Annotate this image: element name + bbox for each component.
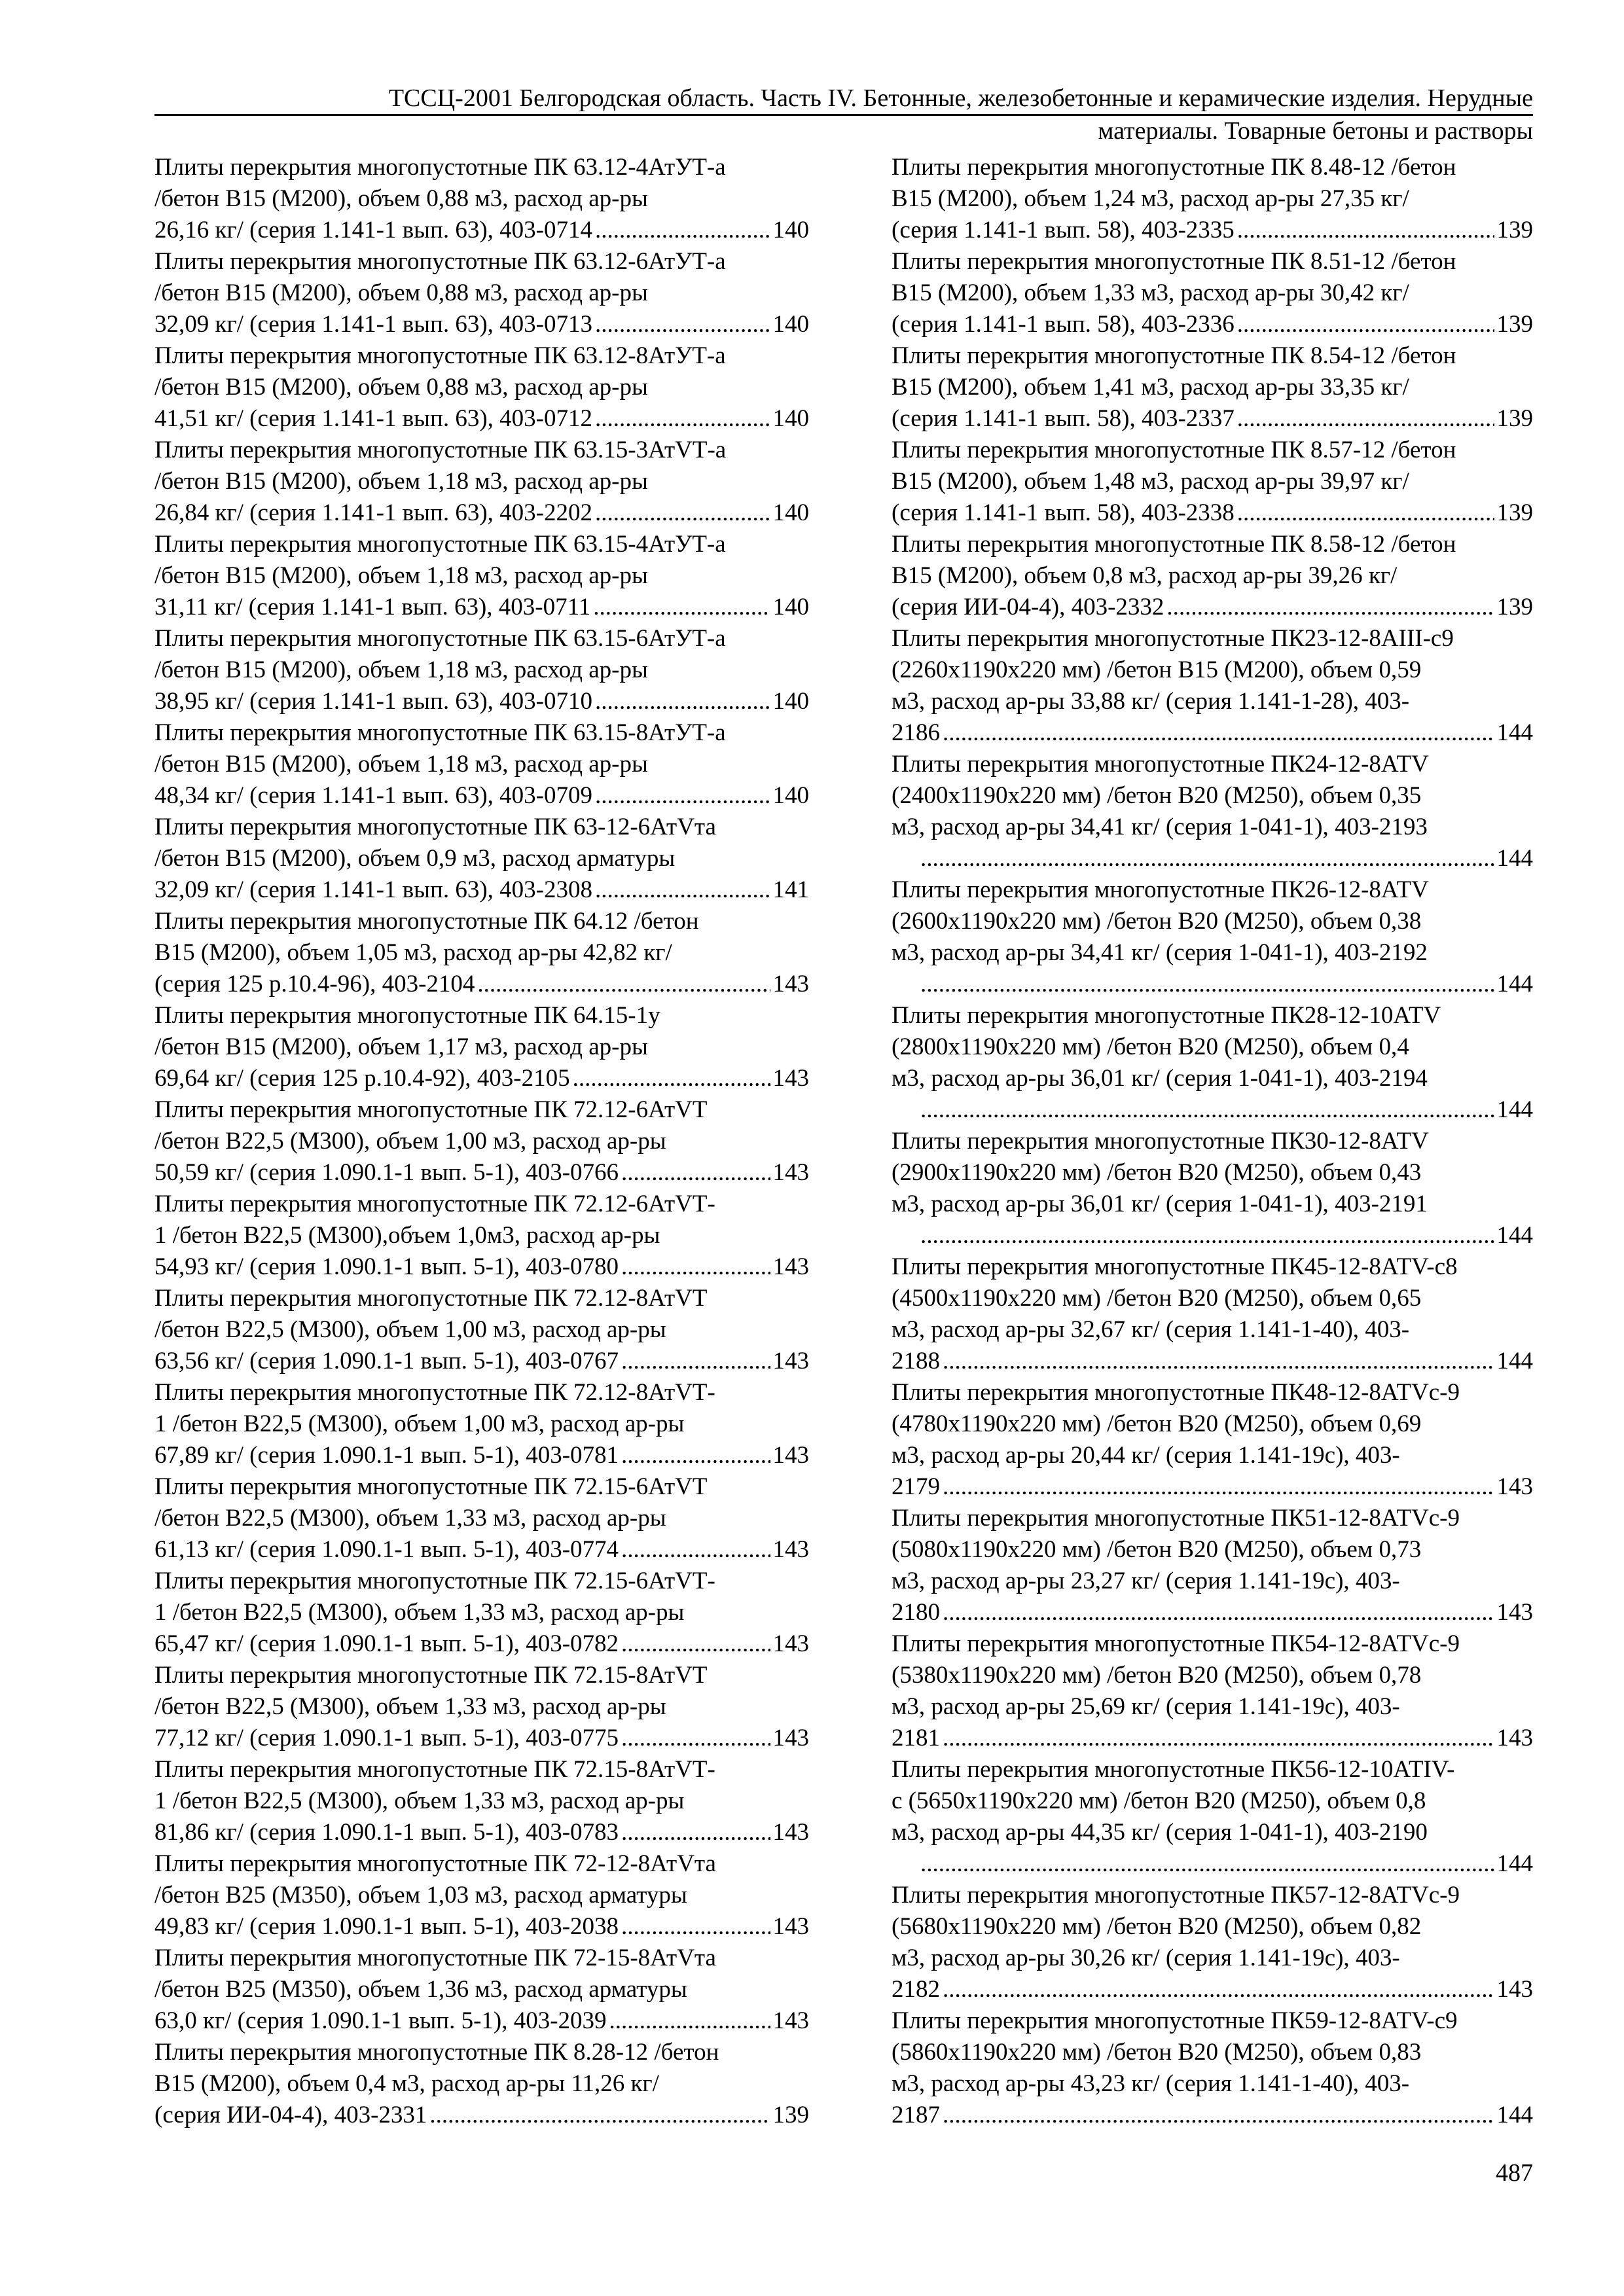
dot-leader bbox=[621, 1723, 770, 1754]
dot-leader bbox=[1237, 309, 1494, 340]
index-entry-line: Плиты перекрытия многопустотные ПК 72.12-6АтVТ bbox=[154, 1096, 708, 1123]
index-entry bbox=[154, 152, 809, 246]
index-entry-line: Плиты перекрытия многопустотные ПК 72.15-8АтVТ- bbox=[154, 1756, 715, 1783]
index-entry bbox=[154, 1283, 809, 1377]
index-entry-leader-row bbox=[154, 403, 809, 435]
dot-leader bbox=[1237, 215, 1494, 246]
index-entry bbox=[892, 1377, 1533, 1503]
index-entry bbox=[154, 2037, 809, 2131]
index-entry-page-ref: 139 bbox=[1496, 405, 1533, 432]
dot-leader bbox=[943, 1723, 1494, 1754]
index-entry-line: Плиты перекрытия многопустотные ПК 72-15-8АтVта bbox=[154, 1945, 716, 1971]
index-entry-page-ref: 139 bbox=[1496, 594, 1533, 620]
index-entry-page-ref: 143 bbox=[772, 1253, 809, 1280]
index-entry-line: (2600х1190х220 мм) /бетон В20 (М250), объем 0,38 bbox=[892, 908, 1422, 935]
index-entry-leader-row bbox=[154, 309, 809, 340]
dot-leader bbox=[477, 969, 770, 1000]
index-entry-leader-row bbox=[892, 215, 1533, 246]
index-entry-leader-row bbox=[892, 1471, 1533, 1503]
dot-leader bbox=[920, 1848, 1494, 1880]
index-entry-line: м3, расход ар-ры 33,88 кг/ (серия 1.141-1-28), 403- bbox=[892, 688, 1410, 715]
index-entry-last-line: 54,93 кг/ (серия 1.090.1-1 вып. 5-1), 403-0780 bbox=[154, 1253, 619, 1280]
index-entry-line: Плиты перекрытия многопустотные ПК 72.15-6АтVТ- bbox=[154, 1568, 715, 1594]
index-entry-last-line: (серия 125 р.10.4-96), 403-2104 bbox=[154, 971, 475, 997]
index-entry-leader-row bbox=[892, 403, 1533, 435]
index-entry-page-ref: 143 bbox=[772, 1913, 809, 1940]
index-entry-line: (2400х1190х220 мм) /бетон В20 (М250), объем 0,35 bbox=[892, 782, 1422, 809]
index-entry bbox=[892, 1251, 1533, 1377]
index-entry-leader-row bbox=[892, 592, 1533, 623]
index-entry-page-ref: 139 bbox=[1496, 499, 1533, 526]
index-entry-last-line: 81,86 кг/ (серия 1.090.1-1 вып. 5-1), 403-0783 bbox=[154, 1819, 619, 1846]
index-entry-line: м3, расход ар-ры 34,41 кг/ (серия 1-041-1), 403-2193 bbox=[892, 814, 1428, 840]
index-entry-page-ref: 141 bbox=[772, 876, 809, 903]
index-entry-line: В15 (М200), объем 1,41 м3, расход ар-ры 33,35 кг/ bbox=[892, 374, 1409, 401]
dot-leader bbox=[573, 1063, 770, 1094]
index-entry-leader-row bbox=[892, 1723, 1533, 1754]
index-entry-leader-row bbox=[918, 1848, 1533, 1880]
index-entry-leader-row bbox=[154, 1157, 809, 1189]
index-entry-page-ref: 140 bbox=[772, 782, 809, 809]
index-entry-line: Плиты перекрытия многопустотные ПК 63.12-4АтУТ-а bbox=[154, 154, 726, 181]
dot-leader bbox=[1237, 497, 1494, 529]
index-entry-line: Плиты перекрытия многопустотные ПК 63.15-6АтУТ-а bbox=[154, 625, 726, 652]
index-entry-line: В15 (М200), объем 1,33 м3, расход ар-ры 30,42 кг/ bbox=[892, 279, 1409, 306]
index-entry-page-ref: 140 bbox=[772, 688, 809, 715]
index-entry-line: с (5650х1190х220 мм) /бетон В20 (М250), объем 0,8 bbox=[892, 1787, 1426, 1814]
index-entry-page-ref: 144 bbox=[1496, 2102, 1533, 2128]
index-entry-line: В15 (М200), объем 1,05 м3, расход ар-ры 42,82 кг/ bbox=[154, 939, 672, 966]
index-entry bbox=[892, 874, 1533, 1000]
index-entry-page-ref: 143 bbox=[1496, 1976, 1533, 2003]
index-entry-line: Плиты перекрытия многопустотные ПК23-12-8АIII-с9 bbox=[892, 625, 1454, 652]
index-entry-line: (5680х1190х220 мм) /бетон В20 (М250), объем 0,82 bbox=[892, 1913, 1422, 1940]
index-entry-line: /бетон В25 (М350), объем 1,36 м3, расход арматуры bbox=[154, 1976, 687, 2003]
index-entry-last-line: 31,11 кг/ (серия 1.141-1 вып. 63), 403-0711 bbox=[154, 594, 591, 620]
dot-leader bbox=[943, 1974, 1494, 2005]
index-entry-line: Плиты перекрытия многопустотные ПК51-12-8АТVс-9 bbox=[892, 1505, 1460, 1532]
index-entry-leader-row bbox=[892, 497, 1533, 529]
index-entry-line: /бетон В15 (М200), объем 0,9 м3, расход арматуры bbox=[154, 845, 676, 872]
index-entry-line: (5860х1190х220 мм) /бетон В20 (М250), объем 0,83 bbox=[892, 2039, 1422, 2066]
index-entry-line: Плиты перекрытия многопустотные ПК 63.15-4АтУТ-а bbox=[154, 531, 726, 558]
index-entry-leader-row bbox=[154, 874, 809, 906]
dot-leader bbox=[920, 843, 1494, 874]
index-entry-leader-row bbox=[918, 843, 1533, 874]
dot-leader bbox=[1237, 403, 1494, 435]
index-entry-line: Плиты перекрытия многопустотные ПК24-12-8АТV bbox=[892, 751, 1429, 778]
index-entry-last-line: (серия 1.141-1 вып. 58), 403-2336 bbox=[892, 311, 1235, 338]
dot-leader bbox=[595, 309, 770, 340]
index-entry bbox=[154, 340, 809, 435]
dot-leader bbox=[595, 403, 770, 435]
index-entry bbox=[154, 1943, 809, 2037]
index-entry-last-line: 2186 bbox=[892, 719, 940, 746]
index-entry-leader-row bbox=[918, 1220, 1533, 1251]
index-entry-line: м3, расход ар-ры 30,26 кг/ (серия 1.141-19с), 403- bbox=[892, 1945, 1400, 1971]
index-entry bbox=[154, 717, 809, 812]
index-entry bbox=[892, 1000, 1533, 1126]
index-entry-page-ref: 139 bbox=[772, 2102, 809, 2128]
index-entry bbox=[892, 1628, 1533, 1754]
index-entry-line: Плиты перекрытия многопустотные ПК 63.12-8АтУТ-а bbox=[154, 342, 726, 369]
index-entry-leader-row bbox=[154, 1440, 809, 1471]
dot-leader bbox=[609, 2005, 770, 2037]
index-entry-line: Плиты перекрытия многопустотные ПК 63.15-3АтVТ-а bbox=[154, 437, 727, 463]
dot-leader bbox=[1166, 592, 1494, 623]
index-entry bbox=[154, 812, 809, 906]
index-entry bbox=[892, 749, 1533, 874]
index-entry-last-line: 2187 bbox=[892, 2102, 940, 2128]
index-entry-line: В15 (М200), объем 1,24 м3, расход ар-ры 27,35 кг/ bbox=[892, 185, 1409, 212]
index-entry-line: Плиты перекрытия многопустотные ПК 72.12-6АтVТ- bbox=[154, 1191, 715, 1217]
index-entry-line: (5380х1190х220 мм) /бетон В20 (М250), объем 0,78 bbox=[892, 1662, 1422, 1689]
index-entry bbox=[154, 1000, 809, 1094]
index-entry-line: м3, расход ар-ры 34,41 кг/ (серия 1-041-1), 403-2192 bbox=[892, 939, 1428, 966]
dot-leader bbox=[595, 874, 770, 906]
index-entry-leader-row bbox=[154, 1628, 809, 1660]
index-entry-last-line: 67,89 кг/ (серия 1.090.1-1 вып. 5-1), 403-0781 bbox=[154, 1442, 619, 1469]
index-entry-last-line: 32,09 кг/ (серия 1.141-1 вып. 63), 403-2308 bbox=[154, 876, 592, 903]
index-entry-line: Плиты перекрытия многопустотные ПК 8.51-12 /бетон bbox=[892, 248, 1456, 275]
dot-leader bbox=[593, 592, 770, 623]
index-entry-line: (2900х1190х220 мм) /бетон В20 (М250), объем 0,43 bbox=[892, 1159, 1422, 1186]
index-entry-last-line: 77,12 кг/ (серия 1.090.1-1 вып. 5-1), 403-0775 bbox=[154, 1725, 619, 1751]
index-entry bbox=[892, 1754, 1533, 1880]
dot-leader bbox=[943, 2100, 1494, 2131]
index-entry-line: Плиты перекрытия многопустотные ПК 8.57-12 /бетон bbox=[892, 437, 1456, 463]
index-entry-leader-row bbox=[154, 1534, 809, 1566]
index-entry bbox=[154, 1189, 809, 1283]
dot-leader bbox=[920, 1094, 1494, 1126]
index-entry-page-ref: 144 bbox=[1496, 845, 1533, 872]
index-entry-leader-row bbox=[892, 717, 1533, 749]
index-entry-page-ref: 143 bbox=[772, 1630, 809, 1657]
index-entry-line: 1 /бетон В22,5 (М300),объем 1,0м3, расход ар-ры bbox=[154, 1222, 660, 1249]
index-entry-line: 1 /бетон В22,5 (М300), объем 1,33 м3, расход ар-ры bbox=[154, 1787, 685, 1814]
index-entry-line: Плиты перекрытия многопустотные ПК54-12-8АТVс-9 bbox=[892, 1630, 1460, 1657]
index-entry-last-line: 26,16 кг/ (серия 1.141-1 вып. 63), 403-0714 bbox=[154, 217, 592, 243]
index-entry-last-line: 38,95 кг/ (серия 1.141-1 вып. 63), 403-0710 bbox=[154, 688, 592, 715]
dot-leader bbox=[920, 969, 1494, 1000]
index-entry bbox=[892, 1880, 1533, 2005]
index-entry-page-ref: 144 bbox=[1496, 1348, 1533, 1374]
index-entry-line: Плиты перекрытия многопустотные ПК 8.28-12 /бетон bbox=[154, 2039, 719, 2066]
dot-leader bbox=[943, 717, 1494, 749]
index-entry-line: 1 /бетон В22,5 (М300), объем 1,33 м3, расход ар-ры bbox=[154, 1599, 685, 1626]
index-entry-line: /бетон В15 (М200), объем 0,88 м3, расход ар-ры bbox=[154, 374, 648, 401]
index-entry-leader-row bbox=[154, 2005, 809, 2037]
index-entry-line: м3, расход ар-ры 36,01 кг/ (серия 1-041-1), 403-2191 bbox=[892, 1191, 1428, 1217]
index-entry-page-ref: 143 bbox=[772, 1725, 809, 1751]
index-entry bbox=[892, 246, 1533, 340]
index-entry-page-ref: 143 bbox=[772, 1819, 809, 1846]
dot-leader bbox=[621, 1157, 770, 1189]
index-entry-line: Плиты перекрытия многопустотные ПК45-12-8АТV-с8 bbox=[892, 1253, 1458, 1280]
index-entry-last-line: 61,13 кг/ (серия 1.090.1-1 вып. 5-1), 403-0774 bbox=[154, 1536, 619, 1563]
index-entry-line: /бетон В22,5 (М300), объем 1,33 м3, расход ар-ры bbox=[154, 1693, 666, 1720]
index-entry-line: /бетон В22,5 (М300), объем 1,00 м3, расход ар-ры bbox=[154, 1128, 666, 1155]
dot-leader bbox=[920, 1220, 1494, 1251]
index-entry-line: Плиты перекрытия многопустотные ПК 72-12-8АтVта bbox=[154, 1850, 716, 1877]
index-entry-last-line: 2180 bbox=[892, 1599, 940, 1626]
index-entry-page-ref: 144 bbox=[1496, 1222, 1533, 1249]
index-entry-leader-row bbox=[154, 780, 809, 812]
index-entry-page-ref: 143 bbox=[1496, 1473, 1533, 1500]
index-entry-page-ref: 143 bbox=[1496, 1725, 1533, 1751]
index-entry-line: м3, расход ар-ры 32,67 кг/ (серия 1.141-1-40), 403- bbox=[892, 1316, 1410, 1343]
index-entry-last-line: (серия ИИ-04-4), 403-2331 bbox=[154, 2102, 427, 2128]
index-entry-line: /бетон В22,5 (М300), объем 1,00 м3, расход ар-ры bbox=[154, 1316, 666, 1343]
index-entry-leader-row bbox=[154, 969, 809, 1000]
index-entry-leader-row bbox=[154, 592, 809, 623]
index-entry-last-line: 48,34 кг/ (серия 1.141-1 вып. 63), 403-0709 bbox=[154, 782, 592, 809]
dot-leader bbox=[621, 1628, 770, 1660]
index-entry-line: /бетон В15 (М200), объем 1,18 м3, расход ар-ры bbox=[154, 468, 648, 495]
index-entry-last-line: 63,0 кг/ (серия 1.090.1-1 вып. 5-1), 403-2039 bbox=[154, 2007, 607, 2034]
index-entry-line: Плиты перекрытия многопустотные ПК26-12-8АТV bbox=[892, 876, 1429, 903]
index-entry-leader-row bbox=[154, 215, 809, 246]
dot-leader bbox=[429, 2100, 770, 2131]
index-entry bbox=[154, 1754, 809, 1848]
index-entry-line: (4500х1190х220 мм) /бетон В20 (М250), объем 0,65 bbox=[892, 1285, 1422, 1312]
index-entry-line: Плиты перекрытия многопустотные ПК 64.12 /бетон bbox=[154, 908, 699, 935]
index-entry-line: Плиты перекрытия многопустотные ПК 8.48-12 /бетон bbox=[892, 154, 1456, 181]
index-entry bbox=[154, 529, 809, 623]
index-entry-line: Плиты перекрытия многопустотные ПК 64.15-1у bbox=[154, 1002, 660, 1029]
index-entry bbox=[154, 1566, 809, 1660]
dot-leader bbox=[595, 686, 770, 717]
index-entry-page-ref: 143 bbox=[772, 1536, 809, 1563]
index-entry-last-line: 2181 bbox=[892, 1725, 940, 1751]
index-entry-line: Плиты перекрытия многопустотные ПК 8.54-12 /бетон bbox=[892, 342, 1456, 369]
index-entry-page-ref: 140 bbox=[772, 594, 809, 620]
index-entry-last-line: 2182 bbox=[892, 1976, 940, 2003]
index-entry-line: Плиты перекрытия многопустотные ПК28-12-10АТV bbox=[892, 1002, 1441, 1029]
index-entry-line: Плиты перекрытия многопустотные ПК 8.58-12 /бетон bbox=[892, 531, 1456, 558]
index-entry-line: м3, расход ар-ры 23,27 кг/ (серия 1.141-19с), 403- bbox=[892, 1568, 1400, 1594]
index-entry-leader-row bbox=[918, 969, 1533, 1000]
index-entry-line: (5080х1190х220 мм) /бетон В20 (М250), объем 0,73 bbox=[892, 1536, 1422, 1563]
index-entry bbox=[154, 246, 809, 340]
index-entry-last-line: 69,64 кг/ (серия 125 р.10.4-92), 403-2105 bbox=[154, 1065, 570, 1092]
index-entry-line: Плиты перекрытия многопустотные ПК30-12-8АТV bbox=[892, 1128, 1429, 1155]
index-entry-page-ref: 143 bbox=[772, 1348, 809, 1374]
index-entry-line: Плиты перекрытия многопустотные ПК57-12-8АТVс-9 bbox=[892, 1882, 1460, 1909]
page-number: 487 bbox=[1496, 2159, 1533, 2187]
index-entry-line: /бетон В15 (М200), объем 1,18 м3, расход ар-ры bbox=[154, 656, 648, 683]
index-entry-line: Плиты перекрытия многопустотные ПК 63.12-6АтУТ-а bbox=[154, 248, 726, 275]
index-entry-line: /бетон В15 (М200), объем 0,88 м3, расход ар-ры bbox=[154, 185, 648, 212]
index-entry-last-line: (серия 1.141-1 вып. 58), 403-2337 bbox=[892, 405, 1235, 432]
index-entry-last-line: 50,59 кг/ (серия 1.090.1-1 вып. 5-1), 403-0766 bbox=[154, 1159, 619, 1186]
index-entry-page-ref: 140 bbox=[772, 217, 809, 243]
index-entry-last-line: 41,51 кг/ (серия 1.141-1 вып. 63), 403-0712 bbox=[154, 405, 592, 432]
index-entry-page-ref: 140 bbox=[772, 311, 809, 338]
index-entry bbox=[154, 1471, 809, 1566]
index-entry-line: (2800х1190х220 мм) /бетон В20 (М250), объем 0,4 bbox=[892, 1033, 1409, 1060]
index-entry bbox=[154, 1848, 809, 1943]
dot-leader bbox=[621, 1251, 770, 1283]
index-entry-line: /бетон В15 (М200), объем 1,17 м3, расход ар-ры bbox=[154, 1033, 648, 1060]
dot-leader bbox=[621, 1440, 770, 1471]
index-entry-page-ref: 143 bbox=[772, 2007, 809, 2034]
index-entry-line: Плиты перекрытия многопустотные ПК 72.15-8АтVТ bbox=[154, 1662, 708, 1689]
dot-leader bbox=[621, 1911, 770, 1943]
index-entry-line: /бетон В25 (М350), объем 1,03 м3, расход арматуры bbox=[154, 1882, 687, 1909]
dot-leader bbox=[621, 1817, 770, 1848]
index-entry-page-ref: 143 bbox=[1496, 1599, 1533, 1626]
index-entry-leader-row bbox=[892, 309, 1533, 340]
index-entry-line: Плиты перекрытия многопустотные ПК56-12-10АТIV- bbox=[892, 1756, 1455, 1783]
index-entry bbox=[892, 2005, 1533, 2131]
index-entry-leader-row bbox=[154, 1346, 809, 1377]
index-entry-page-ref: 144 bbox=[1496, 1850, 1533, 1877]
index-entry bbox=[892, 529, 1533, 623]
index-entry bbox=[154, 1377, 809, 1471]
dot-leader bbox=[943, 1346, 1494, 1377]
dot-leader bbox=[621, 1534, 770, 1566]
index-entry-page-ref: 140 bbox=[772, 499, 809, 526]
index-entry-leader-row bbox=[154, 1817, 809, 1848]
index-entry-line: В15 (М200), объем 0,8 м3, расход ар-ры 39,26 кг/ bbox=[892, 562, 1398, 589]
dot-leader bbox=[595, 780, 770, 812]
index-entry-page-ref: 139 bbox=[1496, 217, 1533, 243]
index-entry-page-ref: 143 bbox=[772, 1159, 809, 1186]
index-entry-line: В15 (М200), объем 0,4 м3, расход ар-ры 11,26 кг/ bbox=[154, 2070, 659, 2097]
running-header bbox=[154, 84, 1533, 116]
index-entry-last-line: 32,09 кг/ (серия 1.141-1 вып. 63), 403-0713 bbox=[154, 311, 592, 338]
index-entry-page-ref: 143 bbox=[772, 1442, 809, 1469]
index-entry-page-ref: 140 bbox=[772, 405, 809, 432]
index-entry-line: /бетон В22,5 (М300), объем 1,33 м3, расход ар-ры bbox=[154, 1505, 666, 1532]
index-entry-page-ref: 144 bbox=[1496, 719, 1533, 746]
index-entry-line: 1 /бетон В22,5 (М300), объем 1,00 м3, расход ар-ры bbox=[154, 1410, 685, 1437]
dot-leader bbox=[943, 1471, 1494, 1503]
index-entry bbox=[892, 623, 1533, 749]
index-entry-line: /бетон В15 (М200), объем 1,18 м3, расход ар-ры bbox=[154, 751, 648, 778]
dot-leader bbox=[595, 497, 770, 529]
index-entry-line: м3, расход ар-ры 20,44 кг/ (серия 1.141-19с), 403- bbox=[892, 1442, 1400, 1469]
left-index-column bbox=[154, 152, 809, 2131]
index-entry-line: /бетон В15 (М200), объем 1,18 м3, расход ар-ры bbox=[154, 562, 648, 589]
index-entry-leader-row bbox=[892, 1974, 1533, 2005]
index-entry bbox=[892, 1503, 1533, 1628]
running-header-line1: ТССЦ-2001 Белгородская область. Часть IV. Бетонные, железобетонные и керамические изделия. Нерудные bbox=[388, 84, 1533, 112]
index-entry bbox=[154, 1094, 809, 1189]
index-entry-page-ref: 144 bbox=[1496, 1096, 1533, 1123]
index-entry-line: Плиты перекрытия многопустотные ПК 72.15-6АтVТ bbox=[154, 1473, 708, 1500]
index-entry-line: Плиты перекрытия многопустотные ПК59-12-8АТV-с9 bbox=[892, 2007, 1458, 2034]
index-entry-leader-row bbox=[154, 2100, 809, 2131]
index-entry-last-line: 2179 bbox=[892, 1473, 940, 1500]
index-entry-page-ref: 143 bbox=[772, 1065, 809, 1092]
index-entry-leader-row bbox=[892, 1597, 1533, 1628]
index-entry-line: Плиты перекрытия многопустотные ПК 63.15-8АтУТ-а bbox=[154, 719, 726, 746]
index-entry-leader-row bbox=[154, 1251, 809, 1283]
index-entry-leader-row bbox=[892, 1346, 1533, 1377]
dot-leader bbox=[621, 1346, 770, 1377]
index-entry-last-line: (серия ИИ-04-4), 403-2332 bbox=[892, 594, 1164, 620]
index-entry-last-line: 26,84 кг/ (серия 1.141-1 вып. 63), 403-2202 bbox=[154, 499, 592, 526]
index-entry-line: Плиты перекрытия многопустотные ПК 63-12-6АтVта bbox=[154, 814, 716, 840]
index-entry bbox=[892, 435, 1533, 529]
index-entry-line: /бетон В15 (М200), объем 0,88 м3, расход ар-ры bbox=[154, 279, 648, 306]
index-entry-line: В15 (М200), объем 1,48 м3, расход ар-ры 39,97 кг/ bbox=[892, 468, 1409, 495]
index-entry bbox=[154, 1660, 809, 1754]
index-entry bbox=[154, 906, 809, 1000]
index-entry bbox=[892, 1126, 1533, 1251]
index-entry-leader-row bbox=[154, 497, 809, 529]
index-entry bbox=[892, 152, 1533, 246]
right-index-column bbox=[892, 152, 1533, 2131]
index-entry-line: м3, расход ар-ры 36,01 кг/ (серия 1-041-1), 403-2194 bbox=[892, 1065, 1428, 1092]
index-entry bbox=[892, 340, 1533, 435]
index-entry-last-line: 63,56 кг/ (серия 1.090.1-1 вып. 5-1), 403-0767 bbox=[154, 1348, 619, 1374]
index-entry-leader-row bbox=[154, 1063, 809, 1094]
index-entry-line: Плиты перекрытия многопустотные ПК 72.12-8АтVТ- bbox=[154, 1379, 715, 1406]
index-entry-last-line: 49,83 кг/ (серия 1.090.1-1 вып. 5-1), 403-2038 bbox=[154, 1913, 619, 1940]
index-entry-leader-row bbox=[918, 1094, 1533, 1126]
index-entry-last-line: (серия 1.141-1 вып. 58), 403-2338 bbox=[892, 499, 1235, 526]
index-entry-page-ref: 139 bbox=[1496, 311, 1533, 338]
index-entry-last-line: 2188 bbox=[892, 1348, 940, 1374]
index-entry-page-ref: 143 bbox=[772, 971, 809, 997]
index-entry-leader-row bbox=[154, 1911, 809, 1943]
dot-leader bbox=[595, 215, 770, 246]
index-entry-page-ref: 144 bbox=[1496, 971, 1533, 997]
index-entry-line: Плиты перекрытия многопустотные ПК48-12-8АТVс-9 bbox=[892, 1379, 1460, 1406]
index-entry bbox=[154, 623, 809, 717]
index-entry-line: м3, расход ар-ры 25,69 кг/ (серия 1.141-19с), 403- bbox=[892, 1693, 1400, 1720]
index-entry-line: (2260х1190х220 мм) /бетон В15 (М200), объем 0,59 bbox=[892, 656, 1422, 683]
index-entry-line: Плиты перекрытия многопустотные ПК 72.12-8АтVТ bbox=[154, 1285, 708, 1312]
index-entry bbox=[154, 435, 809, 529]
index-entry-last-line: 65,47 кг/ (серия 1.090.1-1 вып. 5-1), 403-0782 bbox=[154, 1630, 619, 1657]
index-entry-line: м3, расход ар-ры 43,23 кг/ (серия 1.141-1-40), 403- bbox=[892, 2070, 1410, 2097]
running-header-line2: материалы. Товарные бетоны и растворы bbox=[1098, 117, 1533, 145]
index-entry-leader-row bbox=[154, 1723, 809, 1754]
dot-leader bbox=[943, 1597, 1494, 1628]
index-entry-last-line: (серия 1.141-1 вып. 58), 403-2335 bbox=[892, 217, 1235, 243]
index-entry-leader-row bbox=[154, 686, 809, 717]
index-entry-line: (4780х1190х220 мм) /бетон В20 (М250), объем 0,69 bbox=[892, 1410, 1422, 1437]
index-entry-line: м3, расход ар-ры 44,35 кг/ (серия 1-041-1), 403-2190 bbox=[892, 1819, 1428, 1846]
index-entry-leader-row bbox=[892, 2100, 1533, 2131]
